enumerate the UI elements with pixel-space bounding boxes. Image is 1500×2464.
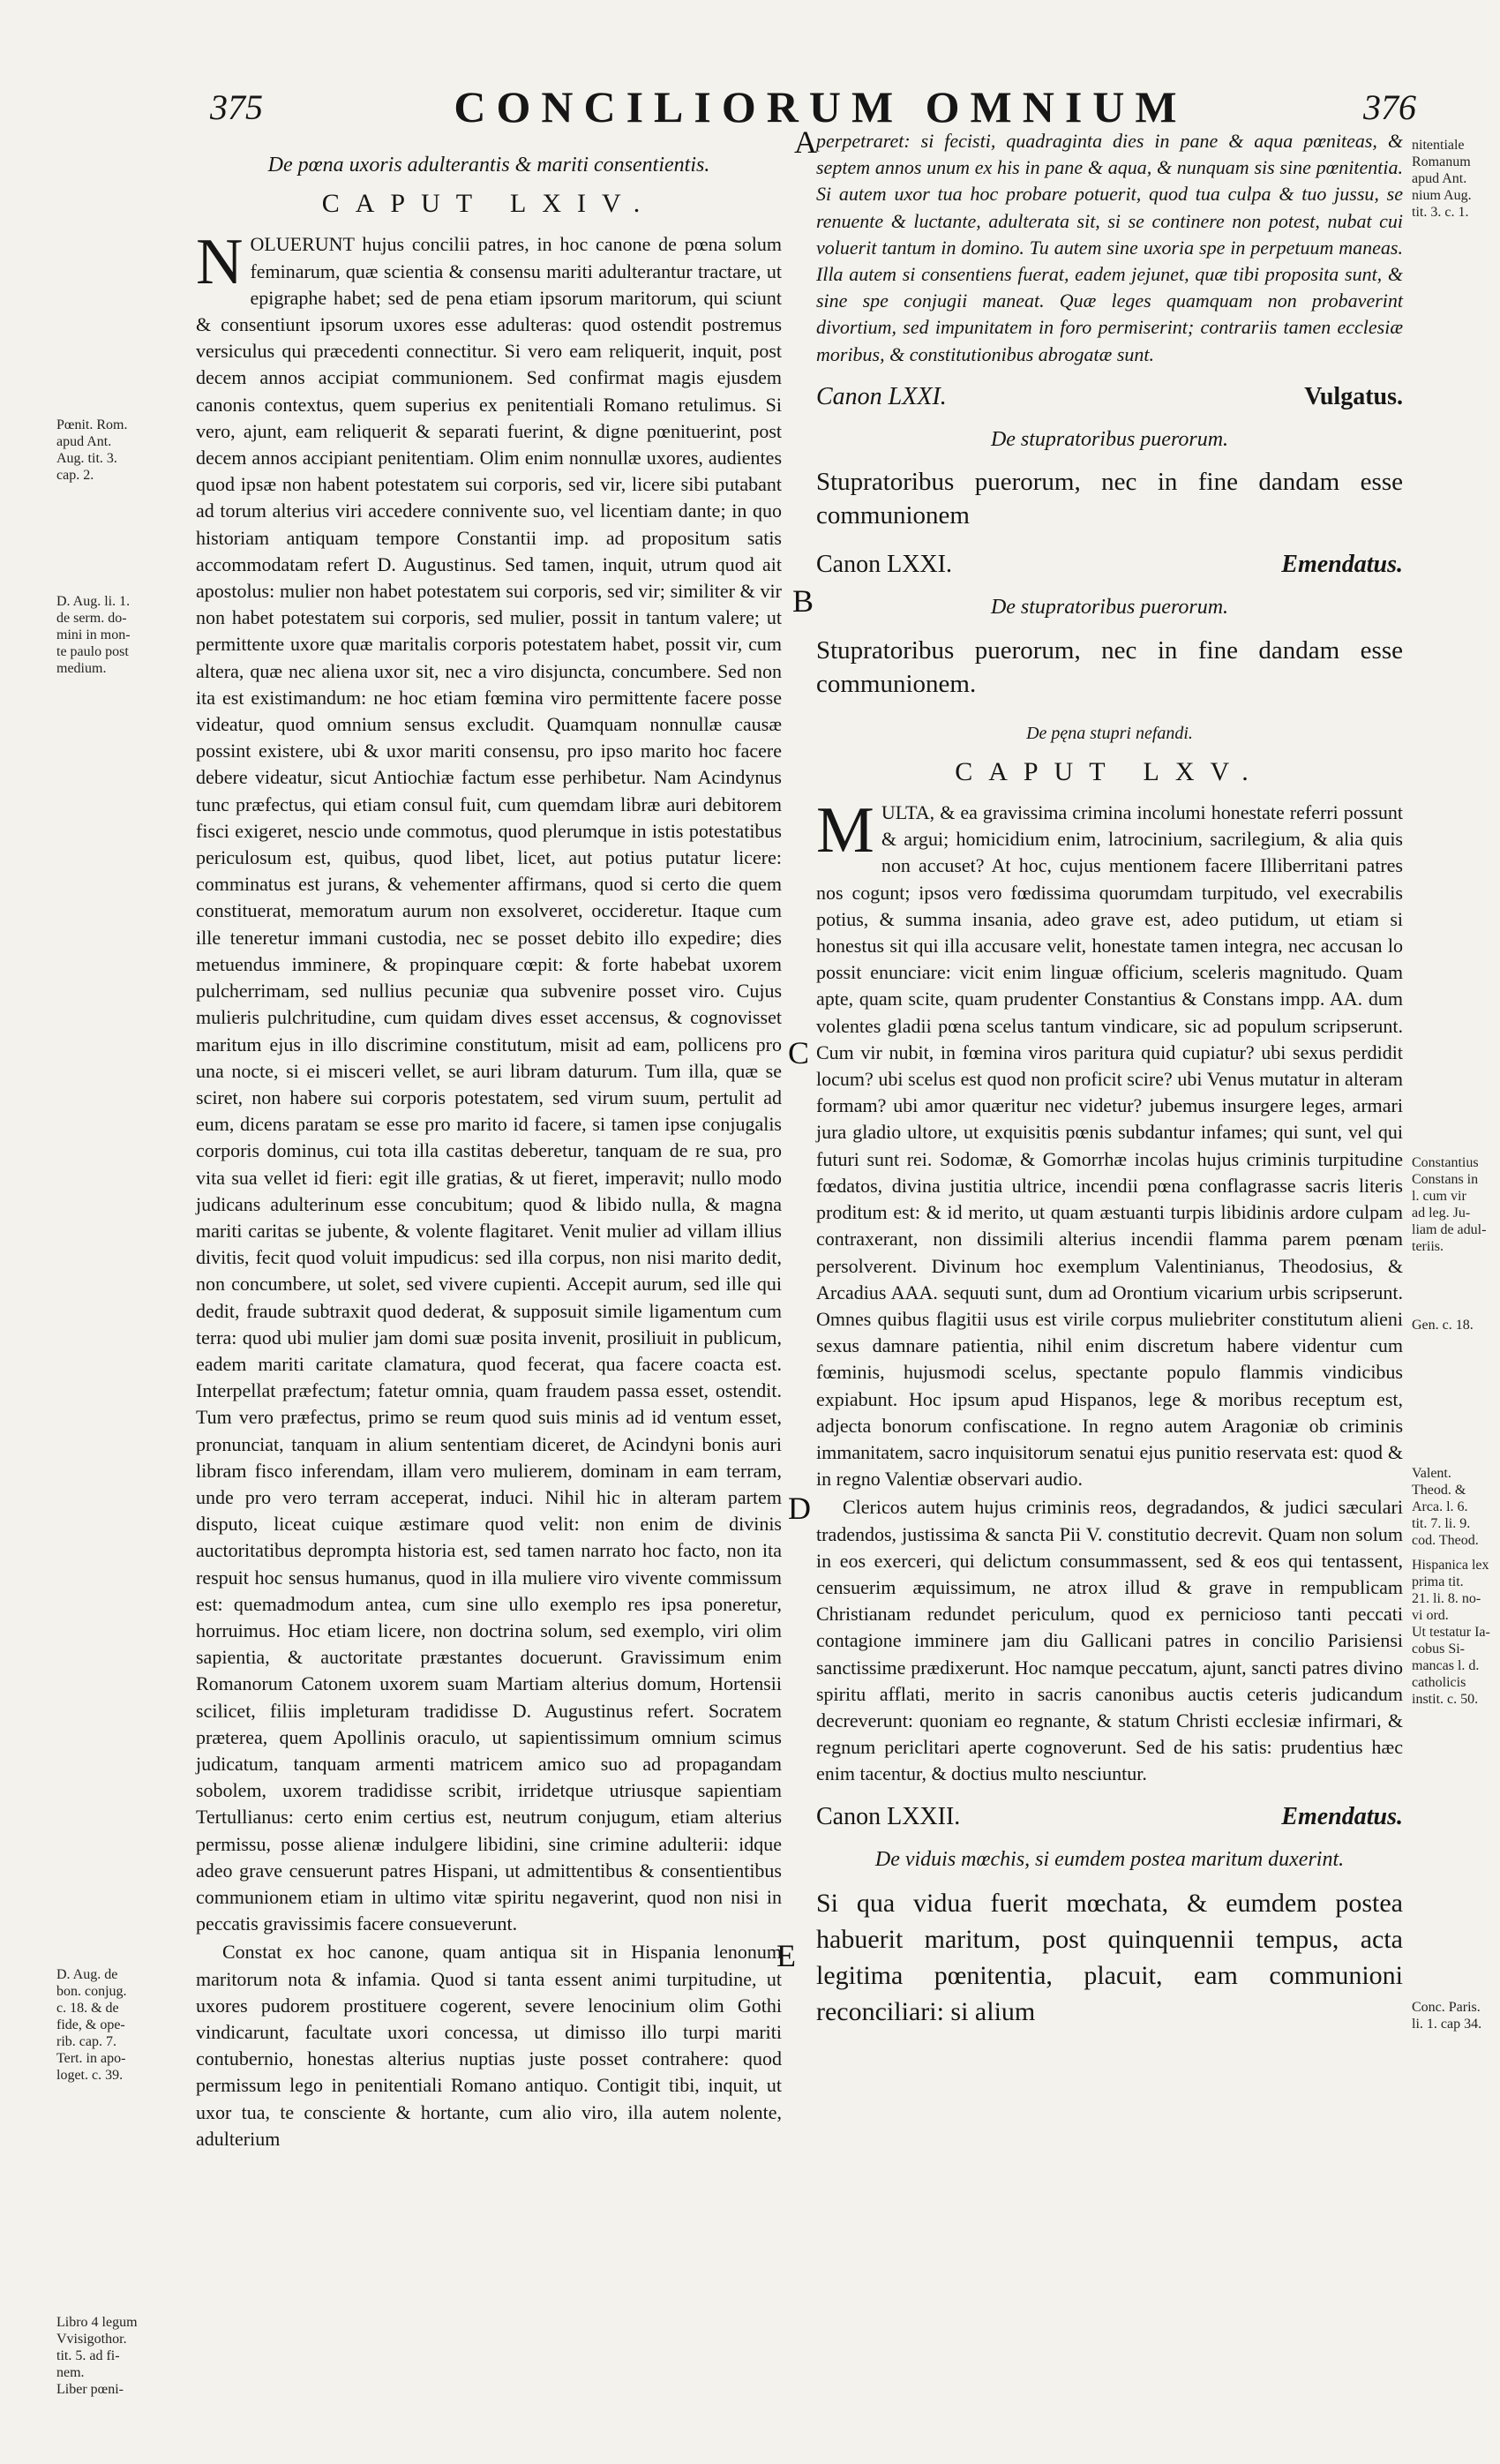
continuation-text: perpetraret: si fecisti, quadraginta dies in pane & aqua pœniteas, & septem annos unum ex his in pane & aqua, & nunquam sis sine pœnitentia. Si autem uxor tua hoc probare potuerit, quod tua culpa & tuo jussu, se renuente & luctante, adulterata sit, si se continere non potest, nubat cui voluerit tantum in domino. Tu autem sine uxoria spe in perpetuum maneas. Illa autem si consentiens fuerat, eadem jejunet, quæ tibi proposita sunt, & sine spe conjugii maneat. Quæ leges quamquam non probaverint divortium, sed impunitatem in foro permiserint; contrariis tamen ecclesiæ moribus, & constitutionibus abrogatæ sunt. bbox=[816, 130, 1403, 365]
chapter-subtitle-lxiv: De pœna uxoris adulterantis & mariti consentientis. bbox=[267, 154, 710, 177]
margin-note-right-2: Constantius Constans in l. cum vir ad leg. Ju- liam de adul- teriis. bbox=[1412, 1155, 1487, 1254]
section-letter-e: E bbox=[776, 1938, 796, 1973]
margin-note-left-3: D. Aug. de bon. conjug. c. 18. & de fide, & ope- rib. cap. 7. Tert. in apo- loget. c. 39. bbox=[56, 1967, 127, 2083]
left-column bbox=[196, 150, 782, 2154]
margin-note-left-2: D. Aug. li. 1. de serm. do- mini in mon- te paulo post medium. bbox=[56, 594, 131, 676]
canon-subtitle: De stupratoribus puerorum. bbox=[990, 596, 1229, 620]
canon-subtitle: De viduis mœchis, si eumdem postea maritum duxerint. bbox=[874, 1847, 1345, 1871]
margin-note-right-4: Valent. Theod. & Arca. l. 6. tit. 7. li. 9. cod. Theod. bbox=[1412, 1466, 1479, 1548]
paragraph-text: ULTA, & ea gravissima crimina incolumi honestate referri possunt & argui; homicidium enim, latrocinium, sacrilegium, & alia quis non accuset? At hoc, cujus mentionem facere Illiberritani patres nos cogunt; ipsos vero fœdissima quorumdam turpitudo, vel execrabilis potius, & summa insania, adeo grave est, adeo putidum, ut etiam si honestus sit qui illa accusare velit, honestate tamen integra, nec accusan lo possit enunciare: vicit enim linguæ officium, sceleris magnitudo. Quam apte, quam scite, quam prudenter Constantius & Constans impp. AA. dum volentes gladii pœna scelus tantum vindicare, sic ad populum scripserunt. Cum vir nubit, in fœmina viros paritura quid cupiatur? ubi sexus perdidit locum? ubi scelus est quod non proficit scire? ubi Venus mutatur in alteram formam? ubi amor quæritur nec videtur? jubemus insurgere leges, armari jura gladio ultore, ut exquisitis pœnis subdantur infames; qui sunt, vel qui futuri sunt rei. Sodomæ, & Gomorrhæ incolas hujus criminis turpitudine fœdatos, divina justitia ultrice, incendii pœna conflagrasse sacris literis proditum est: & id merito, ut quam æstuanti turpis libidinis ardore culpam contraxerant, non dissimili alterius incendii flamma parem pœnam persolverent. Divinum hoc exemplum Valentinianus, Theodosius, & Arcadius AAA. sequuti sunt, dum ad Orontium vicarium urbis scripserunt. Omnes quibus flagitii usus est virile corpus muliebriter constitutum alieni sexus damnare patientia, nihil enim discretum habere videntur cum fœminis, hujusmodi scelus, spectante populo flammis vindicibus expiabunt. Hoc ipsum apud Hispanos, lege & moribus receptum est, adjecta bonorum confiscatione. In regno autem Aragoniæ ob criminis immanitatem, sacro inquisitorum senatui ejus punitio reservata est: quod & in regno Valentiæ observari audio. bbox=[816, 801, 1403, 1491]
page-number-left: 375 bbox=[210, 87, 263, 127]
canon-text: Stupratoribus puerorum, nec in fine dandam esse communionem bbox=[816, 468, 1403, 530]
paragraph bbox=[196, 226, 782, 1937]
canon-number: Canon LXXII. bbox=[816, 1802, 961, 1830]
paragraph: Clericos autem hujus criminis reos, degradandos, & judici sæculari tradendos, justissima & sancta Pii V. constitutio decrevit. Quam non solum in eos exerceri, qui delictum consummassent, sed & eos qui tentassent, censuerim æquissimum, ne atrox illud & grave in rempublicam Christianam redundet periculum, quod ex pernicioso tanti peccati contagione imminere jam diu Gallicani patres in concilio Parisiensi sanctissime prædixerunt. Hoc namque peccatum, ajunt, sancti patres divino spiritu afflati, merito in sacris canonibus auctis ceteris judicandum decreverunt: quoniam eo regnante, & statum Christi ecclesiæ infirmari, & regnum periclitari aperte cognoverunt. Sed de his satis: prudentius hæc enim tacentur, & doctius multo nesciuntur. bbox=[816, 1496, 1403, 1785]
canon-lxxii-heading bbox=[816, 1804, 1403, 1830]
right-column bbox=[816, 128, 1403, 2030]
paragraph bbox=[816, 794, 1403, 1492]
chapter-heading-lxiv: CAPUT LXIV. bbox=[321, 189, 656, 219]
paragraph-text: OLUERUNT hujus concilii patres, in hoc canone de pœna solum feminarum, quæ scientia & consensu mariti adulterantur tractare, ut epigraphe habet; sed de pena etiam ipsorum maritorum, qui sciunt & consentiunt ipsorum uxores esse adulteras: quod ostendit postremus versiculus qui præcedenti connectitur. Si vero eam reliquerit, inquit, post decem annos accipiat communionem. Sed confirmat magis ejusdem canonis contextus, quem superius ex penitentiali Romano retulimus. Si vero, ajunt, eam reliquerit & separati fuerint, & digne pœnituerint, post decem annos accipiant penitentiam. Olim enim nonnullæ uxores, audientes quod ipsæ non habent potestatem sui corporis, sed vir, licere sibi putabant ad torum alterius viri accedere connivente suo, vel licentiam dante; in quo historiam antiquam tempore Constantii imp. ad propositum satis accommodatam refert D. Augustinus. Sed tamen, inquit, utrum quod ait apostolus: mulier non habet potestatem sui corporis, sed vir; similiter & vir non habet potestatem sui corporis, sed mulier, possit in tantum valere; ut permittente uxore quæ maritalis corporis potestatem habet, possit vir, cum altera, quæ nec aliena uxor sit, nec a viro disjuncta, concumbere. Sed non ita est existimandum: ne hoc etiam fœmina viro permittente facere posse videatur, quod omnium sensus excludit. Quamquam nonnullæ causæ possint existere, ubi & uxor mariti consensu, pro ipso marito hoc facere debere videatur, sicut Antiochiæ factum esse perhibetur. Nam Acindynus tunc præfectus, qui etiam consul fuit, cum quemdam libræ auri debitorem fisci exigeret, nescio unde commotus, quod plerumque in istis potestatibus periculosum est, quibus, quod libet, licet, aut potius putatur licere: comminatus est jurans, & vehementer affirmans, quod si certo die quem constituerat, memoratum aurum non exsolveret, occideretur. Itaque cum ille teneretur immani custodia, nec se posset debito illo expedire; dies metuendus imminere, & propinquare cœpit: & forte habebat uxorem pulcherrimam, sed nullius pecuniæ qua subvenire posset viro. Cujus mulieris pulchritudine, cum quidam dives esset accensus, & cognovisset maritum ejus in illo discrimine constitutum, misit ad eam, pollicens pro una nocte, si ei misceri vellet, se auri libram daturum. Tum illa, quæ se sciret, non habere sui corporis potestatem, sed virum suum, pertulit ad eum, dicens paratam se esse pro marito id facere, si tamen ipse conjugalis corporis dominus, cui tota illa castitas deberetur, tanquam de re sua, pro vita sua vellet id fieri: egit ille gratias, & ut fieret, imperavit; nullo modo judicans adulterinum esse concubitum; quod & libido nulla, & magna mariti caritas se jubente, & volente flagitaret. Venit mulier ad villam illius divitis, fecit quod voluit impudicus: sed illa corpus, non nisi marito dedit, non concumbere, ut solet, sed vivere cupienti. Accepit aurum, sed ille qui dedit, fraude subtraxit quod dederat, & supposuit simile ligamentum cum terra: quod ubi mulier jam domi suæ posita invenit, prosiliuit in publicum, eadem mariti caritate clamatura, quod fecerat, qua facere coacta est. Interpellat præfectum; fatetur omnia, quam fraudem passa esset, ostendit. Tum vero præfectus, primo se reum quod suis minis ad id ventum esset, pronunciat, tanquam in alium sententiam diceret, de Acindyni bonis auri libram fisco inferendam, illam vero mulierem, dominam in eam terram, unde pro vero terram acceperat, induci. Nihil hic in alteram partem disputo, liceat cuique æstimare quod velit: non enim de divinis auctoritatibus deprompta historia est, sed tamen narrato hoc facto, non ita respuit hoc sensus humanus, quod in illa muliere viro vivente commissum est: quemadmodum antea, cum sine ullo exemplo res ipsa poneretur, horruimus. Hoc etiam licere, non doctrina solum, sed exemplo, viri olim sapientia, & auctoritate præstantes docuerunt. Gravissimum enim Romanorum Catonem uxorem suam Martiam alterius domum, Hortensii scilicet, filiis impleturam tradidisse D. Augustinus refert. Socratem præterea, quem Apollinis oraculo, ut sapientissimum omnium scimus judicatum, tanquam armenti matricem amico suo ad propagandam sobolem, uxorem tradidisse scribit, irridetque utriusque sapientiam Tertullianus: certo enim certius est, neutrum conjugum, etiam alterius permissu, posse alienæ indulgere libidini, sine crimine adulterii: idque adeo grave censuerunt patres Hispani, ut admittentibus & consentientibus communionem etiam in ultimo vitæ spiritu negaverint, quod non nisi in peccatis gravissimis facere consueverunt. bbox=[196, 233, 782, 1935]
canon-subtitle: De stupratoribus puerorum. bbox=[990, 428, 1229, 452]
margin-note-right-1: nitentiale Romanum apud Ant. nium Aug. tit. 3. c. 1. bbox=[1412, 138, 1472, 220]
canon-version: Emendatus. bbox=[1281, 1802, 1403, 1830]
section-letter-b: B bbox=[792, 583, 814, 619]
chapter-subtitle-lxv: De pęna stupri nefandi. bbox=[1026, 723, 1193, 743]
chapter-heading-lxv: CAPUT LXV. bbox=[955, 756, 1264, 786]
canon-lxxi-vulgatus-heading bbox=[816, 384, 1403, 410]
drop-cap: N bbox=[196, 226, 244, 299]
margin-note-right-6: Conc. Paris. li. 1. cap 34. bbox=[1412, 2000, 1482, 2032]
canon-number: Canon LXXI. bbox=[816, 551, 952, 579]
canon-number: Canon LXXI. bbox=[816, 382, 947, 410]
page-number-right: 376 bbox=[1363, 87, 1416, 127]
section-letter-d: D bbox=[788, 1491, 811, 1526]
paragraph: Constat ex hoc canone, quam antiqua sit in Hispania lenonum maritorum nota & infamia. Quod si tanta essent animi turpitudine, ut uxores pudorem prostituere cogerent, severe lenocinium olim Gothi vindicarunt, facultate uxori concessa, ut dimisso illo turpi mariti contubernio, honestas alterius nuptias juste posset contrahere: quod permissum lego in penitentiali Romano antiquo. Contigit tibi, inquit, ut uxor tua, te consciente & hortante, cum alio viro, illa autem nolente, adulterium bbox=[196, 1941, 782, 2150]
margin-note-right-3: Gen. c. 18. bbox=[1412, 1318, 1474, 1333]
canon-version: Emendatus. bbox=[1281, 551, 1403, 579]
margin-note-right-5: Hispanica lex prima tit. 21. li. 8. no- vi ord. Ut testatur Ia- cobus Si- mancas l. d. catholicis instit. c. 50. bbox=[1412, 1558, 1490, 1707]
section-letter-c: C bbox=[788, 1035, 810, 1070]
running-title: CONCILIORUM OMNIUM bbox=[454, 82, 1188, 131]
canon-lxxi-emendatus-heading bbox=[816, 552, 1403, 578]
canon-version: Vulgatus. bbox=[1304, 382, 1403, 410]
section-letter-a: A bbox=[794, 124, 817, 160]
margin-note-left-4: Libro 4 legum Vvisigothor. tit. 5. ad fi- nem. Liber pœni- bbox=[56, 2315, 138, 2397]
drop-cap: M bbox=[816, 794, 874, 868]
canon-text: Stupratoribus puerorum, nec in fine dandam esse communionem. bbox=[816, 635, 1403, 698]
canon-text: Si qua vidua fuerit mœchata, & eumdem postea habuerit maritum, post quinquennii tempus, acta legitima pœnitentia, placuit, eam communioni reconciliari: si alium bbox=[816, 1888, 1403, 2026]
margin-note-left-1: Pœnit. Rom. apud Ant. Aug. tit. 3. cap. 2. bbox=[56, 417, 128, 483]
